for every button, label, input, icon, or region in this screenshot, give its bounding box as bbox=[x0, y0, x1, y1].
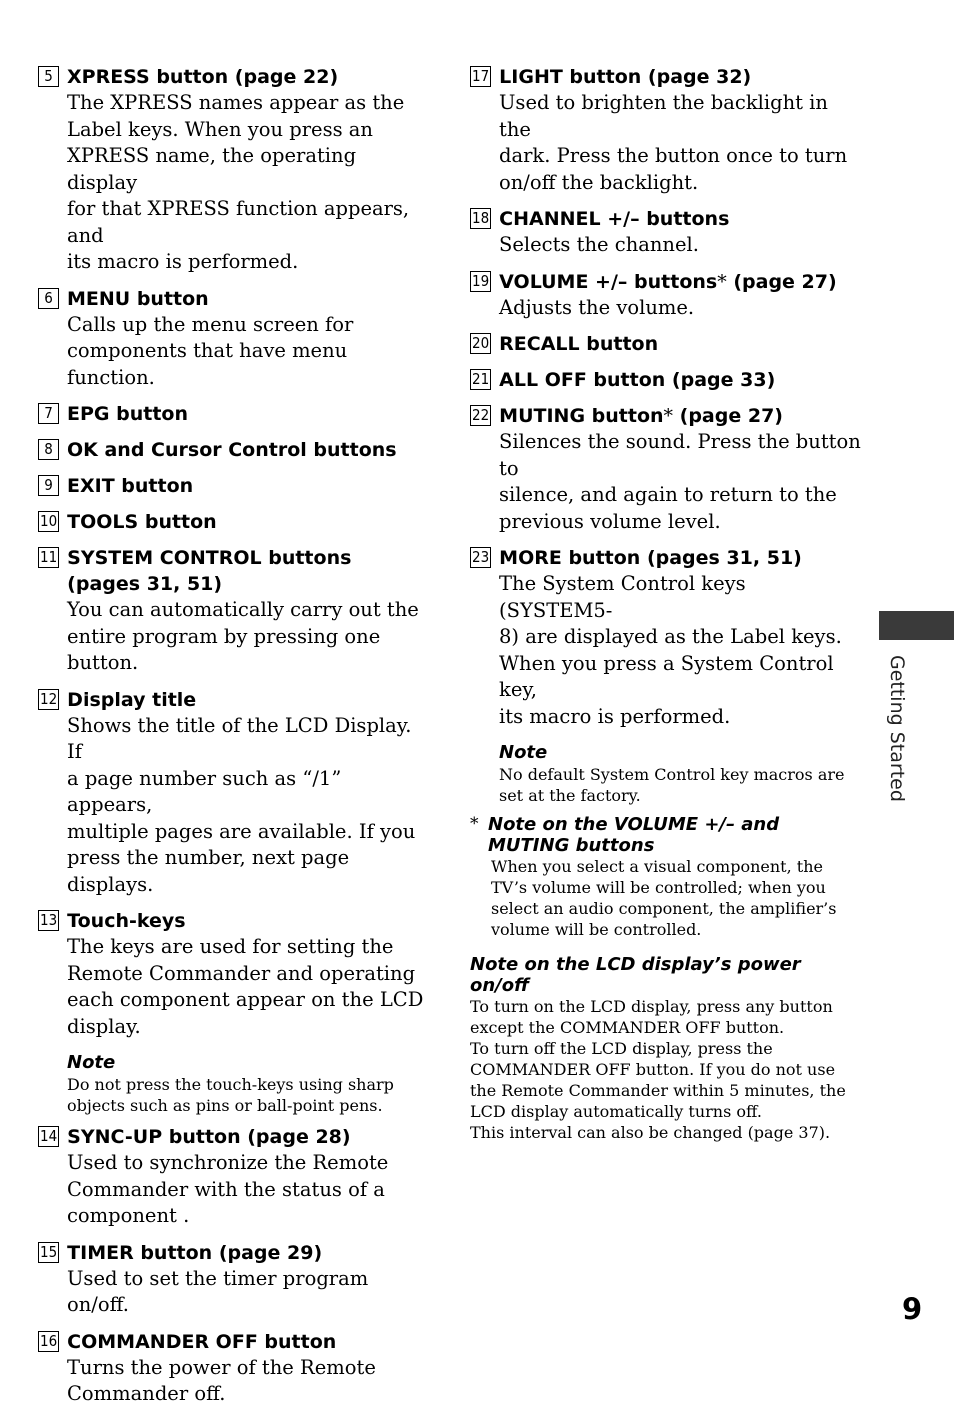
item-title: Display title bbox=[67, 688, 197, 711]
note-body: Do not press the touch-keys using sharp objects such as pins or ball-point pens. bbox=[67, 1075, 394, 1115]
note-title: Note bbox=[67, 1052, 116, 1073]
item-number: 18 bbox=[472, 209, 490, 227]
item-title-suffix: (page 27) bbox=[673, 405, 783, 427]
item-title: EPG button bbox=[67, 403, 188, 425]
item-title-group bbox=[499, 403, 862, 429]
item-title-suffix: (page 27) bbox=[726, 270, 837, 293]
item-number: 13 bbox=[40, 911, 58, 929]
right-column bbox=[470, 64, 862, 1143]
item-description: You can automatically carry out the entire program by pressing one button. bbox=[67, 598, 419, 674]
list-item bbox=[470, 269, 862, 322]
list-item bbox=[470, 206, 862, 259]
item-description: Silences the sound. Press the button to silence, and again to return to the previous volume level. bbox=[499, 430, 861, 533]
item-title: MUTING button bbox=[499, 405, 664, 427]
footnote-asterisk: * bbox=[470, 814, 479, 834]
item-description: Selects the channel. bbox=[499, 233, 699, 256]
item-title: MENU button bbox=[67, 287, 209, 310]
item-number: 22 bbox=[472, 406, 490, 424]
item-number: 17 bbox=[472, 67, 490, 85]
item-title: SYNC-UP button (page 28) bbox=[67, 1126, 351, 1148]
item-description: The keys are used for setting the Remote Commander and operating each component appear on the LCD display. bbox=[67, 935, 424, 1038]
item-number: 23 bbox=[472, 548, 490, 566]
footnote-body: When you select a visual component, the TV’s volume will be controlled; when you select an audio component, the amplifier’s volume will be controlled. bbox=[491, 857, 837, 939]
asterisk-mark: * bbox=[717, 270, 727, 293]
list-item bbox=[38, 908, 430, 1040]
item-number: 5 bbox=[38, 66, 59, 87]
item-title: Touch-keys bbox=[67, 910, 186, 932]
list-item bbox=[470, 64, 862, 196]
list-item bbox=[38, 401, 430, 427]
item-number: 8 bbox=[38, 439, 59, 460]
note-body: No default System Control key macros are set at the factory. bbox=[499, 765, 845, 805]
item-title: LIGHT button (page 32) bbox=[499, 66, 752, 88]
item-number: 14 bbox=[40, 1127, 58, 1145]
item-number: 6 bbox=[38, 288, 59, 309]
left-column bbox=[38, 64, 430, 1418]
list-item bbox=[38, 545, 430, 677]
item-number: 20 bbox=[472, 334, 490, 352]
item-number: 21 bbox=[472, 370, 490, 388]
item-title: MORE button (pages 31, 51) bbox=[499, 547, 802, 569]
list-item bbox=[470, 545, 862, 730]
list-item bbox=[38, 509, 430, 535]
item-title: ALL OFF button (page 33) bbox=[499, 369, 776, 391]
list-item bbox=[470, 367, 862, 393]
item-title: EXIT button bbox=[67, 475, 194, 497]
list-item bbox=[470, 331, 862, 357]
item-number: 16 bbox=[40, 1331, 58, 1350]
section-side-label bbox=[883, 655, 909, 805]
item-number: 12 bbox=[40, 689, 58, 708]
list-item bbox=[38, 1329, 430, 1408]
asterisk-mark: * bbox=[663, 405, 674, 427]
item-description: Calls up the menu screen for components that have menu function. bbox=[67, 312, 354, 389]
item-description: Used to brighten the backlight in the dark. Press the button once to turn on/off the backlight. bbox=[499, 91, 848, 194]
lcd-note-title: Note on the LCD display’s power on/off bbox=[470, 954, 801, 996]
item-number: 11 bbox=[40, 548, 58, 566]
item-title: RECALL button bbox=[499, 333, 659, 355]
section-label-text: Getting Started bbox=[886, 655, 908, 802]
list-item bbox=[470, 403, 862, 535]
note-block bbox=[67, 1052, 430, 1116]
item-description: Adjusts the volume. bbox=[499, 295, 695, 319]
lcd-note-body: To turn on the LCD display, press any button except the COMMANDER OFF button. To turn off the LCD display, press the COMMANDER OFF button. If you do not use the Remote Commander within 5 minutes, the LCD display automatically turns off. This interval can also be changed (page 37). bbox=[470, 997, 846, 1142]
item-description: Used to synchronize the Remote Commander with the status of a component . bbox=[67, 1151, 389, 1227]
section-tab bbox=[879, 611, 954, 640]
item-number: 9 bbox=[38, 475, 59, 496]
list-item bbox=[38, 687, 430, 899]
list-item bbox=[38, 1240, 430, 1319]
item-title: SYSTEM CONTROL buttons (pages 31, 51) bbox=[67, 547, 352, 595]
note-title: Note bbox=[499, 742, 548, 763]
item-number: 19 bbox=[472, 271, 490, 290]
item-description: Shows the title of the LCD Display. If a page number such as “/1” appears, multiple pages are available. If you press the number, next page displays. bbox=[67, 713, 416, 896]
item-title: COMMANDER OFF button bbox=[67, 1330, 337, 1353]
item-title: VOLUME +/– buttons bbox=[499, 270, 718, 293]
lcd-power-note bbox=[470, 954, 862, 1143]
page-number: 9 bbox=[902, 1292, 923, 1326]
list-item bbox=[38, 473, 430, 499]
item-number: 10 bbox=[40, 512, 58, 530]
list-item bbox=[38, 286, 430, 392]
item-description: Used to set the timer program on/off. bbox=[67, 1266, 369, 1316]
item-description: The System Control keys (SYSTEM5- 8) are displayed as the Label keys. When you press a System Control key, its macro is performed. bbox=[499, 572, 842, 728]
item-title: OK and Cursor Control buttons bbox=[67, 439, 397, 461]
footnote-title: Note on the VOLUME +/– and MUTING buttons bbox=[488, 814, 780, 856]
item-title: TIMER button (page 29) bbox=[67, 1241, 323, 1264]
item-title-group bbox=[499, 269, 862, 295]
list-item bbox=[38, 437, 430, 463]
item-description: The XPRESS names appear as the Label keys. When you press an XPRESS name, the operating display for that XPRESS function appears, and its macro is performed. bbox=[67, 91, 410, 273]
item-title: TOOLS button bbox=[67, 511, 217, 533]
item-number: 15 bbox=[40, 1242, 58, 1261]
list-item bbox=[38, 64, 430, 276]
item-description: Turns the power of the Remote Commander off. bbox=[67, 1355, 376, 1405]
item-number: 7 bbox=[38, 403, 59, 424]
item-title: XPRESS button (page 22) bbox=[67, 66, 339, 88]
footnote bbox=[470, 814, 862, 940]
item-title: CHANNEL +/– buttons bbox=[499, 208, 730, 230]
note-block bbox=[499, 742, 862, 806]
list-item bbox=[38, 1124, 430, 1230]
